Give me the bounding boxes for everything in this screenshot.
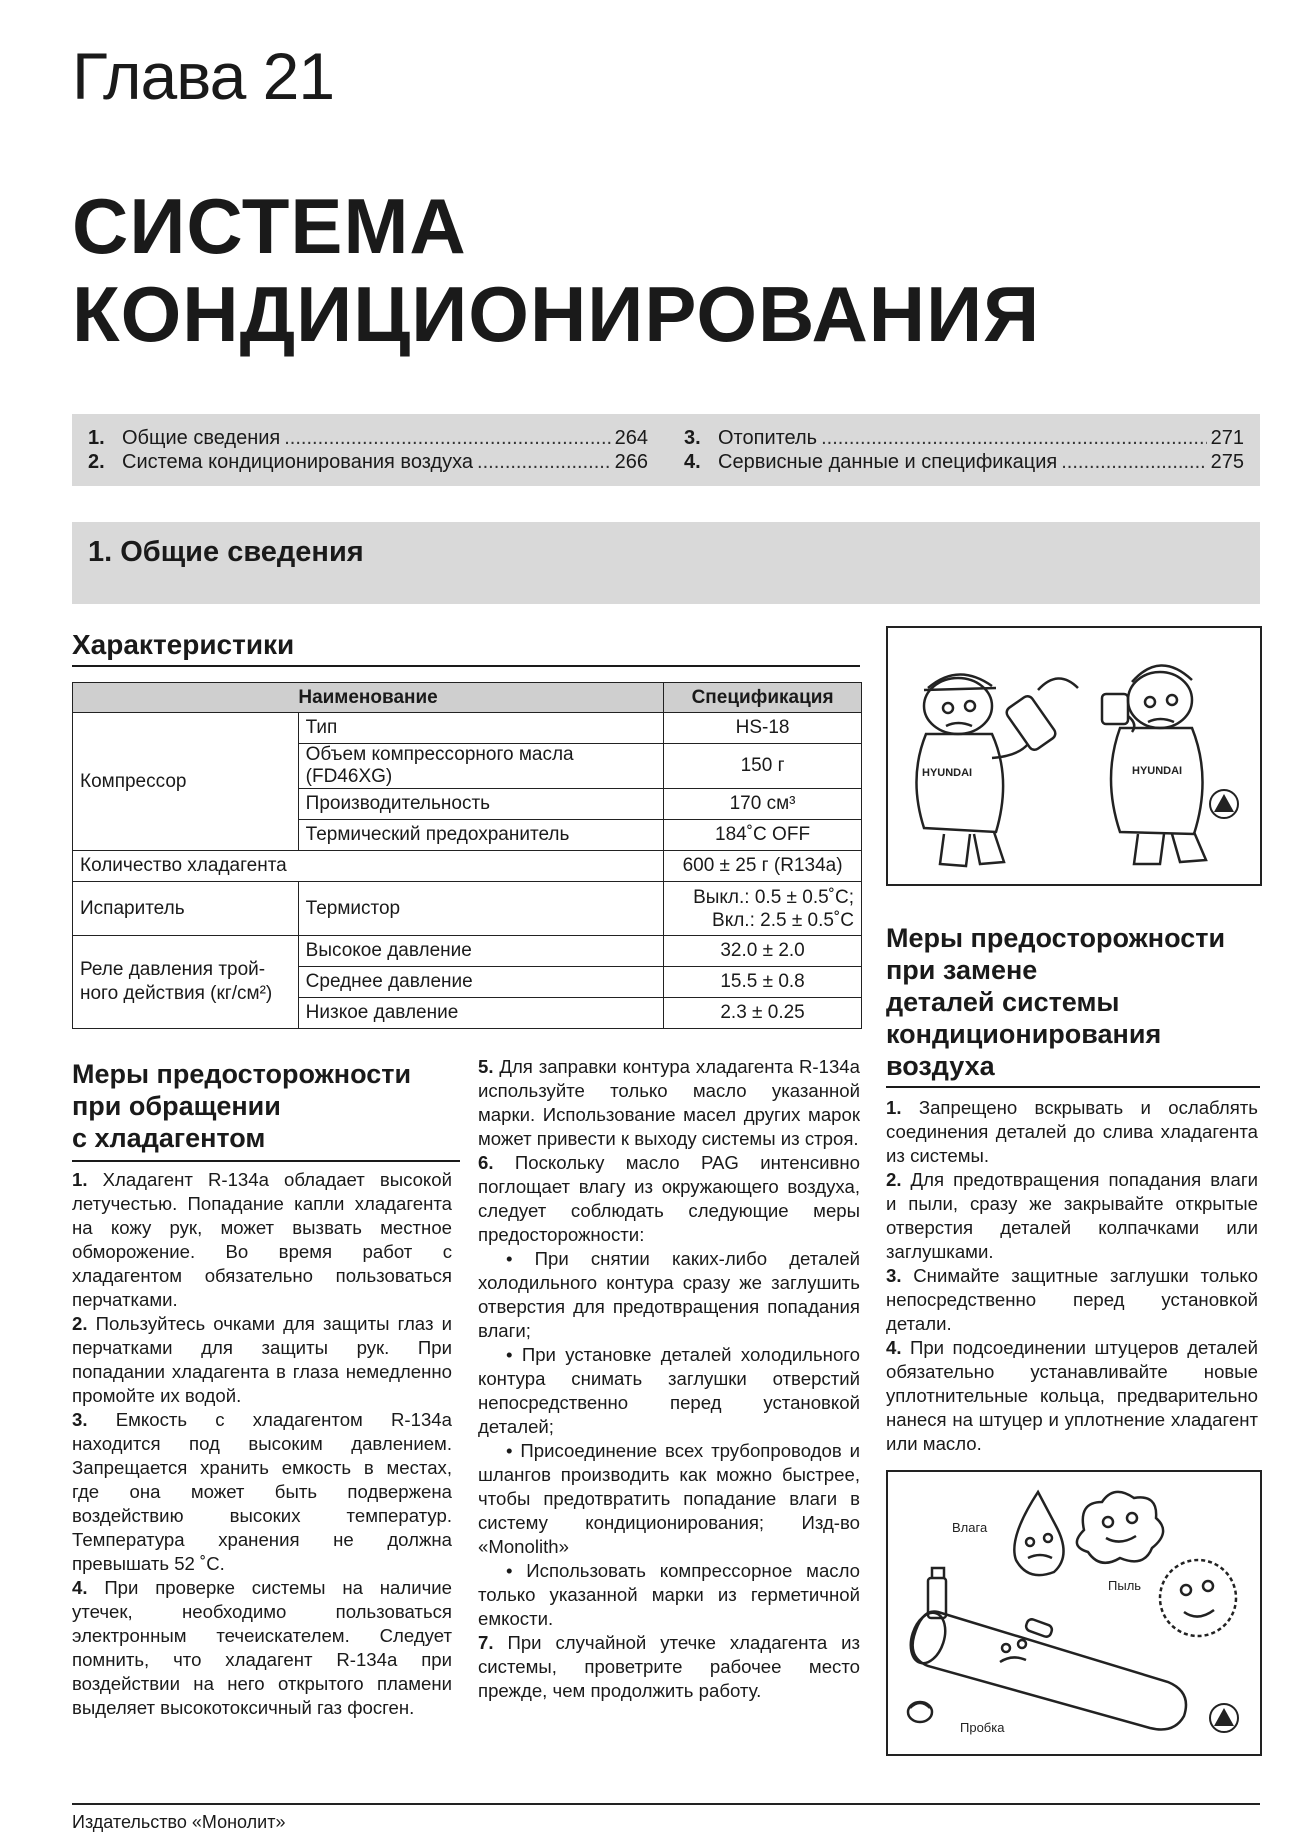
compressor-label: Компрессор — [73, 713, 299, 851]
table-row — [73, 936, 862, 967]
right-heading-line: при замене — [886, 955, 1038, 985]
toc-title: Отопитель — [718, 427, 818, 449]
specs-heading: Характеристики — [72, 629, 295, 660]
toc-leader — [821, 426, 1207, 450]
list-item: 3. Емкость с хладагентом R-134a находится под высоким давлением. Запрещается хранить емкость в местах, где она может быть подвержена воздействию высоких температур. Температура хранения не должна превышать 52 ˚С. — [72, 1409, 452, 1574]
warning-triangle-icon — [1210, 790, 1238, 818]
bullet-item: • Использовать компрессорное масло только указанной марки из герметичной емкости. — [478, 1560, 860, 1629]
list-item: 1. Хладагент R-134a обладает высокой летучестью. Попадание капли хладагента на кожу рук, может вызвать местное обморожение. Во время работ с хладагентом обязательно пользоваться перчатками. — [72, 1169, 452, 1310]
bullet-item: • При установке деталей холодильного контура снимать заглушки отверстий непосредственно перед установкой деталей; — [478, 1344, 860, 1437]
param-value: 2.3 ± 0.25 — [664, 998, 862, 1029]
list-item: 3. Снимайте защитные заглушки только непосредственно перед установкой детали. — [886, 1265, 1258, 1334]
table-header-row — [73, 683, 862, 713]
left-heading — [72, 1058, 460, 1154]
toc-title: Сервисные данные и спецификация — [718, 451, 1058, 473]
warning-triangle-icon — [1210, 1704, 1238, 1732]
list-item: 1. Запрещено вскрывать и ослаблять соединения деталей до слива хладагента из системы. — [886, 1097, 1258, 1166]
title-line-2: КОНДИЦИОНИРОВАНИЯ — [72, 270, 1041, 358]
list-item: 4. При подсоединении штуцеров деталей обязательно устанавливайте новые уплотнительные кольца, предварительно нанеся на штуцер и уплотнение хладагент или масло. — [886, 1337, 1258, 1454]
refrigerant-value: 600 ± 25 г (R134a) — [664, 851, 862, 882]
section-title: 1. Общие сведения — [88, 536, 364, 568]
toc-leader — [477, 450, 611, 474]
page-title — [72, 182, 1040, 358]
list-item: 2. Для предотвращения попадания влаги и пыли, сразу же закрывайте открытые отверстия деталей колпачками или заглушками. — [886, 1169, 1259, 1262]
right-heading-line: деталей системы — [886, 987, 1120, 1017]
footer-divider — [72, 1803, 1260, 1805]
header-spec: Спецификация — [664, 683, 862, 713]
thermistor-on: Вкл.: 2.5 ± 0.5˚С — [712, 909, 854, 931]
receiver-drier-cartoon-icon — [888, 1472, 1260, 1754]
toc-entry[interactable] — [88, 450, 648, 474]
chapter-label: Глава 21 — [72, 39, 335, 113]
thermistor-label: Термистор — [298, 882, 663, 936]
toc-number: 4. — [684, 451, 701, 473]
right-heading-line: воздуха — [886, 1051, 995, 1081]
table-of-contents — [72, 414, 1260, 486]
right-column-text — [886, 1096, 1258, 1456]
param-value: 150 г — [664, 744, 862, 789]
mechanics-cartoon-icon — [888, 628, 1260, 884]
list-item: 2. Пользуйтесь очками для защиты глаз и перчатками для защиты рук. При попадании хладагента в глаза немедленно промойте их водой. — [72, 1313, 453, 1406]
refrigerant-label: Количество хладагента — [73, 851, 664, 882]
toc-number: 3. — [684, 427, 701, 449]
moisture-label: Влага — [952, 1520, 988, 1535]
toc-title: Общие сведения — [122, 427, 281, 449]
relay-label-line-2: ного действия (кг/см²) — [80, 983, 273, 1004]
left-column-text — [72, 1168, 452, 1720]
toc-page: 266 — [614, 451, 648, 473]
param-value: HS-18 — [664, 713, 862, 744]
bullet-item: • Присоединение всех трубопроводов и шлангов производить как можно быстрее, чтобы предотвратить попадание влаги в систему кондиционирования; Изд-во «Monolith» — [478, 1440, 860, 1557]
toc-entry[interactable] — [88, 426, 648, 450]
param-name: Объем компрессорного масла (FD46XG) — [298, 744, 663, 789]
left-heading-line: Меры предосторожности — [72, 1059, 412, 1089]
bullet-item: • При снятии каких-либо деталей холодильного контура сразу же заглушить отверстия для предотвращения попадания влаги; — [478, 1248, 860, 1341]
middle-column-text — [478, 1055, 860, 1703]
publisher-footer: Издательство «Монолит» — [72, 1812, 286, 1832]
list-item: 7. При случайной утечке хладагента из системы, проветрите рабочее место прежде, чем продолжить работу. — [478, 1632, 861, 1701]
left-heading-line: при обращении — [72, 1091, 281, 1121]
table-row — [73, 851, 862, 882]
toc-title: Система кондиционирования воздуха — [122, 451, 474, 473]
left-heading-rule — [72, 1160, 460, 1162]
right-heading-rule — [886, 1086, 1260, 1088]
param-name: Низкое давление — [298, 998, 663, 1029]
toc-page: 271 — [1210, 427, 1244, 449]
toc-number: 2. — [88, 451, 105, 473]
header-name: Наименование — [73, 683, 664, 713]
list-item: 6. Поскольку масло PAG интенсивно поглощает влагу из окружающего воздуха, следует соблюдать следующие меры предосторожности: — [478, 1152, 861, 1245]
toc-entry[interactable] — [684, 426, 1244, 450]
list-item: 4. При проверке системы на наличие утечек, необходимо пользоваться электронным течеискателем. Следует помнить, что хладагент R-134a при воздействии на него открытого пламени выделяет высокотоксичный газ фосген. — [72, 1577, 452, 1718]
toc-page: 275 — [1210, 451, 1244, 473]
plug-label: Пробка — [960, 1720, 1005, 1735]
right-heading — [886, 922, 1260, 1082]
param-value: 15.5 ± 0.8 — [664, 967, 862, 998]
section-header — [72, 522, 1260, 604]
toc-page: 264 — [614, 427, 648, 449]
toc-leader — [1061, 450, 1206, 474]
thermistor-off: Выкл.: 0.5 ± 0.5˚С; — [693, 886, 854, 908]
brand-label-right: HYUNDAI — [1132, 765, 1183, 777]
brand-label-left: HYUNDAI — [922, 767, 973, 779]
illustration-refrigerant-handling — [886, 626, 1262, 886]
toc-number: 1. — [88, 427, 105, 449]
evaporator-label: Испаритель — [73, 882, 299, 936]
param-name: Производительность — [298, 789, 663, 820]
specs-table — [72, 682, 862, 1029]
param-value: 170 см³ — [664, 789, 862, 820]
toc-entry[interactable] — [684, 450, 1244, 474]
relay-label — [73, 936, 299, 1029]
illustration-moisture-dust — [886, 1470, 1262, 1756]
param-value: 32.0 ± 2.0 — [664, 936, 862, 967]
list-item: 5. Для заправки контура хладагента R-134a используйте только масло указанной марки. Использование масел других марок может привести к выходу системы из строя. — [478, 1056, 860, 1149]
right-heading-line: Меры предосторожности — [886, 923, 1226, 953]
relay-label-line-1: Реле давления трой- — [80, 959, 266, 980]
param-value: 184˚С OFF — [664, 820, 862, 851]
param-name: Тип — [298, 713, 663, 744]
right-heading-line: кондиционирования — [886, 1019, 1162, 1049]
title-line-1: СИСТЕМА — [72, 182, 467, 270]
param-name: Высокое давление — [298, 936, 663, 967]
specs-heading-rule — [72, 665, 860, 667]
param-name: Среднее давление — [298, 967, 663, 998]
param-name: Термический предохранитель — [298, 820, 663, 851]
table-row — [73, 882, 862, 936]
toc-column-left — [88, 426, 648, 474]
thermistor-value — [664, 882, 862, 936]
table-row — [73, 713, 862, 744]
toc-leader — [284, 426, 610, 450]
left-heading-line: с хладагентом — [72, 1123, 266, 1153]
toc-column-right — [684, 426, 1244, 474]
dust-label: Пыль — [1108, 1578, 1142, 1593]
